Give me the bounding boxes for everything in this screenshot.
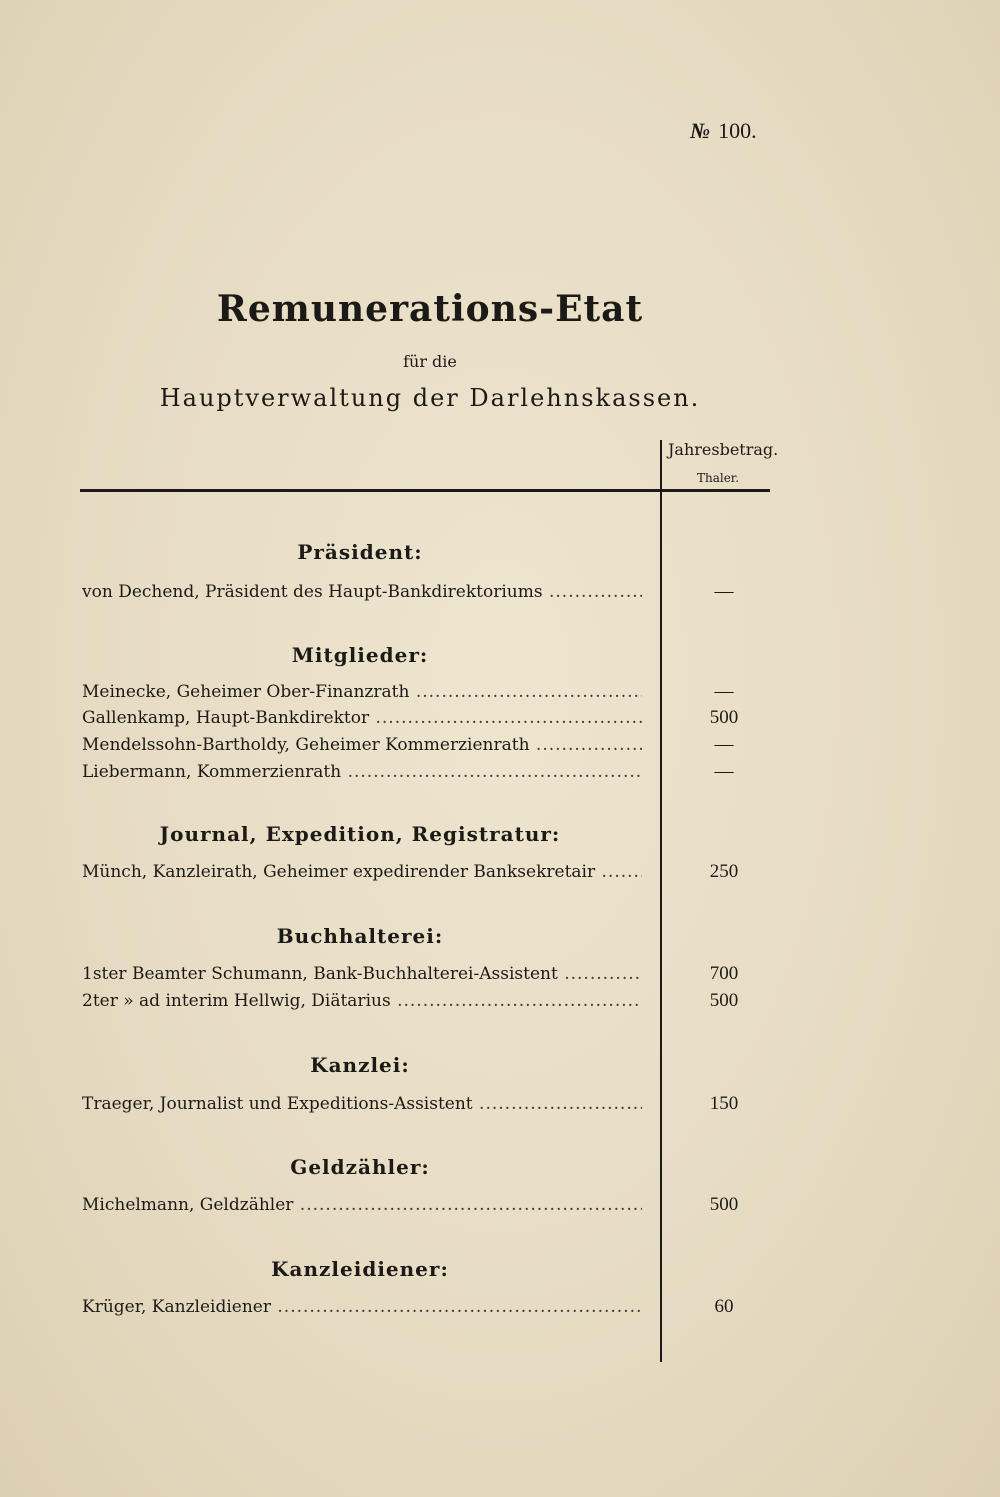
- row-text: Traeger, Journalist und Expeditions-Assistent .....: [82, 1092, 642, 1116]
- section-heading-buchhalterei: Buchhalterei:: [276, 924, 444, 948]
- row-text: von Dechend, Präsident des Haupt-Bankdirektoriums .....: [82, 580, 642, 604]
- page-number: [690, 118, 757, 144]
- table-row: [82, 1295, 772, 1319]
- column-header-label: Jahresbetrag.: [668, 440, 779, 459]
- row-amount: 500: [709, 707, 739, 728]
- row-text: Gallenkamp, Haupt-Bankdirektor .....: [82, 706, 642, 730]
- row-amount: 500: [709, 1194, 739, 1215]
- row-amount: 250: [709, 861, 739, 882]
- row-text: 2ter » ad interim Hellwig, Diätarius .....: [82, 989, 642, 1013]
- table-row: [82, 680, 772, 704]
- section-heading-mitglieder: Mitglieder:: [291, 643, 429, 667]
- row-amount: 60: [714, 1296, 734, 1317]
- row-amount: —: [714, 734, 734, 755]
- header-rule: [80, 489, 770, 492]
- page-number-value: 100.: [718, 118, 757, 143]
- row-amount: 150: [709, 1093, 739, 1114]
- table-row: [82, 989, 772, 1013]
- row-amount: 500: [709, 990, 739, 1011]
- table-row: [82, 962, 772, 986]
- row-text: Michelmann, Geldzähler .....: [82, 1193, 642, 1217]
- table-row: [82, 1092, 772, 1116]
- row-amount: —: [714, 581, 734, 602]
- table-row: [82, 580, 772, 604]
- table-row: [82, 760, 772, 784]
- document-subtitle: für die: [403, 352, 457, 371]
- row-amount: 700: [709, 963, 739, 984]
- row-text: Liebermann, Kommerzienrath .....: [82, 760, 642, 784]
- column-header-unit: Thaler.: [696, 471, 740, 485]
- section-heading-journal: Journal, Expedition, Registratur:: [159, 822, 561, 846]
- table-row: [82, 860, 772, 884]
- document-title: Remunerations-Etat: [216, 288, 644, 330]
- row-amount: —: [714, 681, 734, 702]
- row-amount: —: [714, 761, 734, 782]
- table-row: [82, 706, 772, 730]
- table-row: [82, 1193, 772, 1217]
- column-divider: [660, 440, 662, 1362]
- number-sign: №: [690, 118, 711, 143]
- row-text: 1ster Beamter Schumann, Bank-Buchhalterei-Assistent .....: [82, 962, 642, 986]
- section-heading-praesident: Präsident:: [297, 540, 423, 564]
- row-text: Meinecke, Geheimer Ober-Finanzrath .....: [82, 680, 642, 704]
- table-row: [82, 733, 772, 757]
- row-text: Münch, Kanzleirath, Geheimer expedirender Banksekretair .....: [82, 860, 642, 884]
- section-heading-kanzleidiener: Kanzleidiener:: [271, 1257, 449, 1281]
- row-text: Mendelssohn-Bartholdy, Geheimer Kommerzienrath .....: [82, 733, 642, 757]
- row-text: Krüger, Kanzleidiener .....: [82, 1295, 642, 1319]
- amount-column-header: [668, 440, 779, 485]
- section-heading-geldzaehler: Geldzähler:: [290, 1155, 430, 1179]
- document-subtitle-2: Hauptverwaltung der Darlehnskassen.: [159, 384, 701, 412]
- section-heading-kanzlei: Kanzlei:: [310, 1053, 410, 1077]
